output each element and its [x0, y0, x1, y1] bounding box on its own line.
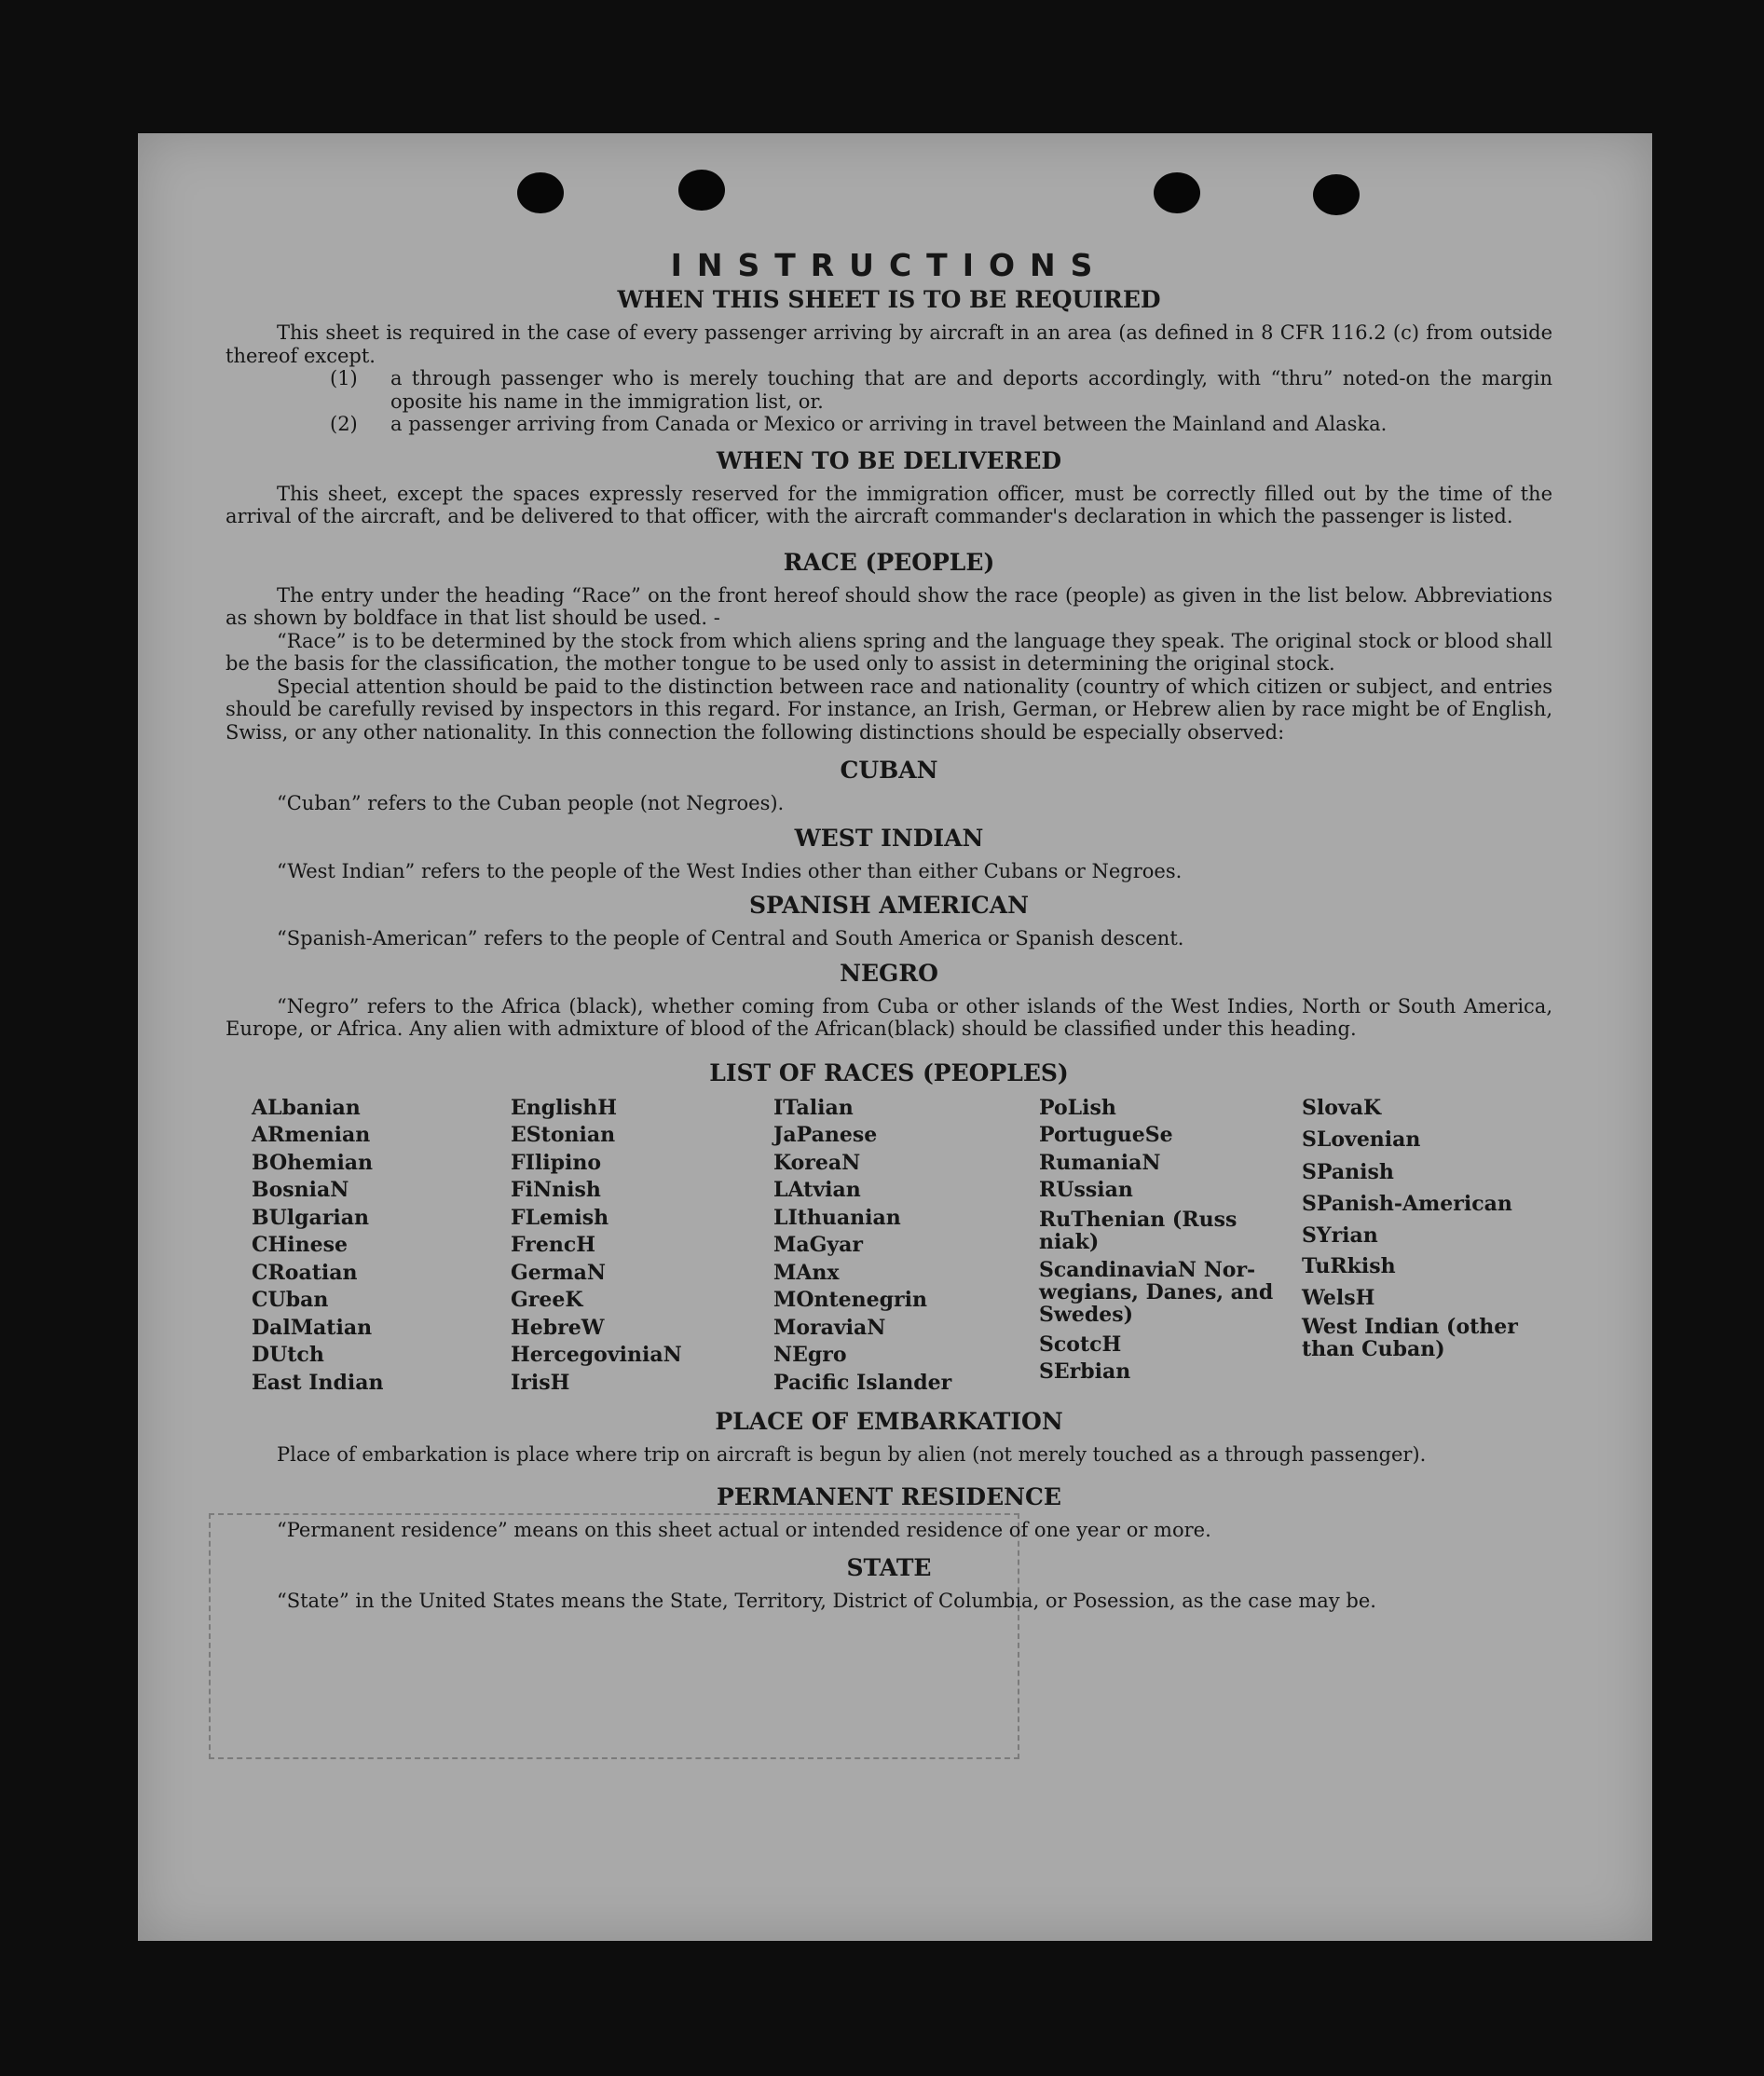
- race-entry: BUlgarian: [252, 1205, 369, 1230]
- race-entry: SLovenian: [1302, 1127, 1421, 1152]
- races-column: [252, 1095, 511, 1398]
- embarkation-text: Place of embarkation is place where trip on aircraft is begun by alien (not merely touched as a through passenger).: [277, 1443, 1427, 1466]
- race-entry: ALbanian: [252, 1095, 361, 1120]
- race-entry: RumaniaN: [1039, 1150, 1161, 1175]
- race-entry: SPanish-American: [1302, 1192, 1512, 1216]
- item-number: (1): [330, 367, 358, 389]
- heading-required: WHEN THIS SHEET IS TO BE REQUIRED: [617, 286, 1161, 313]
- race-entry: EnglishH: [511, 1095, 618, 1120]
- race-entry: DUtch: [252, 1343, 324, 1367]
- required-intro: This sheet is required in the case of every passenger arriving by aircraft in an area (as defined in 8 CFR 116.2 (c) from outside thereof except.: [226, 321, 1552, 367]
- page-title: INSTRUCTIONS: [670, 247, 1108, 283]
- race-entry: CRoatian: [252, 1260, 358, 1285]
- race-entry: PortugueSe: [1039, 1123, 1173, 1147]
- race-entry: FiNnish: [511, 1178, 601, 1202]
- race-paragraph: “Race” is to be determined by the stock from which aliens spring and the language they speak. The original stock or blood shall be the basis for the classification, the mother tongue to be used only to assist in determining the original stock.: [226, 629, 1552, 675]
- required-item: [226, 367, 1552, 413]
- heading-embarkation: PLACE OF EMBARKATION: [715, 1408, 1063, 1435]
- heading-races-list: LIST OF RACES (PEOPLES): [709, 1058, 1069, 1086]
- race-entry: MoraviaN: [773, 1315, 886, 1340]
- residence-text: “Permanent residence” means on this sheet actual or intended residence of one year or more.: [277, 1518, 1211, 1541]
- race-entry: WelsH: [1302, 1285, 1375, 1310]
- spanish-american-text: “Spanish-American” refers to the people of Central and South America or Spanish descent.: [277, 927, 1184, 949]
- heading-negro: NEGRO: [840, 959, 938, 987]
- race-entry: JaPanese: [773, 1123, 878, 1147]
- document-sheet: [138, 133, 1652, 1941]
- heading-delivered: WHEN TO BE DELIVERED: [716, 446, 1062, 474]
- races-column: [773, 1095, 1039, 1398]
- race-entry: FrencH: [511, 1233, 595, 1257]
- heading-west-indian: WEST INDIAN: [794, 824, 984, 852]
- race-entry: GreeK: [511, 1288, 583, 1312]
- race-entry: HebreW: [511, 1315, 605, 1340]
- race-entry: West Indian (other than Cuban): [1302, 1315, 1518, 1361]
- punch-hole: [517, 172, 564, 213]
- race-entry: LAtvian: [773, 1178, 861, 1202]
- instructions-content: [226, 247, 1552, 1613]
- race-entry: MaGyar: [773, 1233, 864, 1257]
- item-text: a passenger arriving from Canada or Mexico or arriving in travel between the Mainland and Alaska.: [390, 413, 1388, 435]
- race-entry: SYrian: [1302, 1222, 1378, 1248]
- races-column: [1039, 1095, 1302, 1398]
- heading-race: RACE (PEOPLE): [783, 548, 995, 576]
- race-entry: RUssian: [1039, 1178, 1133, 1202]
- item-number: (2): [330, 413, 358, 435]
- race-entry: DalMatian: [252, 1315, 373, 1340]
- race-entry: RuThenian (Russ niak): [1039, 1207, 1238, 1254]
- race-entry: MAnx: [773, 1260, 840, 1285]
- race-entry: HercegoviniaN: [511, 1343, 682, 1367]
- race-entry: SErbian: [1039, 1359, 1131, 1384]
- race-entry: CHinese: [252, 1233, 349, 1257]
- race-entry: EStonian: [511, 1123, 616, 1147]
- heading-residence: PERMANENT RESIDENCE: [717, 1482, 1061, 1510]
- race-entry: ITalian: [773, 1095, 854, 1120]
- race-paragraph: The entry under the heading “Race” on the front hereof should show the race (people) as given in the list below. Abbreviations as shown by boldface in that list should be used. -: [226, 583, 1552, 629]
- race-entry: CUban: [252, 1288, 329, 1312]
- race-entry: LIthuanian: [773, 1205, 901, 1230]
- race-entry: ScotcH: [1039, 1332, 1122, 1357]
- races-column: [1302, 1095, 1552, 1398]
- item-text: a through passenger who is merely touching that are and deports accordingly, with “thru” noted-on the margin oposite his name in the immigration list, or.: [390, 367, 1552, 413]
- race-entry: FIlipino: [511, 1150, 602, 1175]
- race-paragraph: Special attention should be paid to the distinction between race and nationality (country of which citizen or subject, and entries should be carefully revised by inspectors in this regard. For instance, an Irish, German, or Hebrew alien by race might be of English, Swiss, or any other nationality. In this connection the following distinctions should be especially observed:: [226, 675, 1552, 744]
- races-list: [252, 1095, 1552, 1398]
- race-entry: ARmenian: [252, 1123, 371, 1147]
- heading-state: STATE: [846, 1554, 932, 1581]
- race-entry: SPanish: [1302, 1159, 1394, 1184]
- race-entry: IrisH: [511, 1370, 570, 1395]
- race-entry: KoreaN: [773, 1150, 861, 1175]
- race-entry: East Indian: [252, 1370, 384, 1395]
- negro-text: “Negro” refers to the Africa (black), whether coming from Cuba or other islands of the West Indies, North or South America, Europe, or Africa. Any alien with admixture of blood of the African(black) should be classified under this heading.: [226, 994, 1552, 1040]
- punch-hole: [1313, 174, 1360, 215]
- race-entry: NEgro: [773, 1343, 847, 1367]
- state-text: “State” in the United States means the State, Territory, District of Columbia, or Posession, as the case may be.: [277, 1590, 1376, 1612]
- required-item: [226, 413, 1552, 436]
- race-entry: TuRkish: [1302, 1254, 1396, 1278]
- punch-hole: [1154, 172, 1200, 213]
- race-entry: GermaN: [511, 1260, 607, 1285]
- cuban-text: “Cuban” refers to the Cuban people (not Negroes).: [277, 792, 785, 814]
- race-entry: PoLish: [1039, 1095, 1116, 1120]
- race-entry: BosniaN: [252, 1178, 349, 1202]
- delivered-text: This sheet, except the spaces expressly reserved for the immigration officer, must be correctly filled out by the time of the arrival of the aircraft, and be delivered to that officer, with the aircraft commander's declaration in which the passenger is listed.: [226, 482, 1552, 527]
- punch-hole: [678, 170, 725, 211]
- races-column: [511, 1095, 773, 1398]
- race-entry: BOhemian: [252, 1150, 374, 1175]
- heading-spanish-american: SPANISH AMERICAN: [748, 892, 1030, 919]
- race-entry: FLemish: [511, 1205, 609, 1230]
- west-indian-text: “West Indian” refers to the people of the West Indies other than either Cubans or Negroes.: [277, 859, 1183, 882]
- race-entry: SlovaK: [1302, 1095, 1382, 1120]
- race-entry: ScandinaviaN Nor-wegians, Danes, and Swedes): [1039, 1257, 1274, 1327]
- race-entry: Pacific Islander: [773, 1370, 952, 1395]
- race-entry: MOntenegrin: [773, 1288, 927, 1312]
- heading-cuban: CUBAN: [840, 757, 938, 784]
